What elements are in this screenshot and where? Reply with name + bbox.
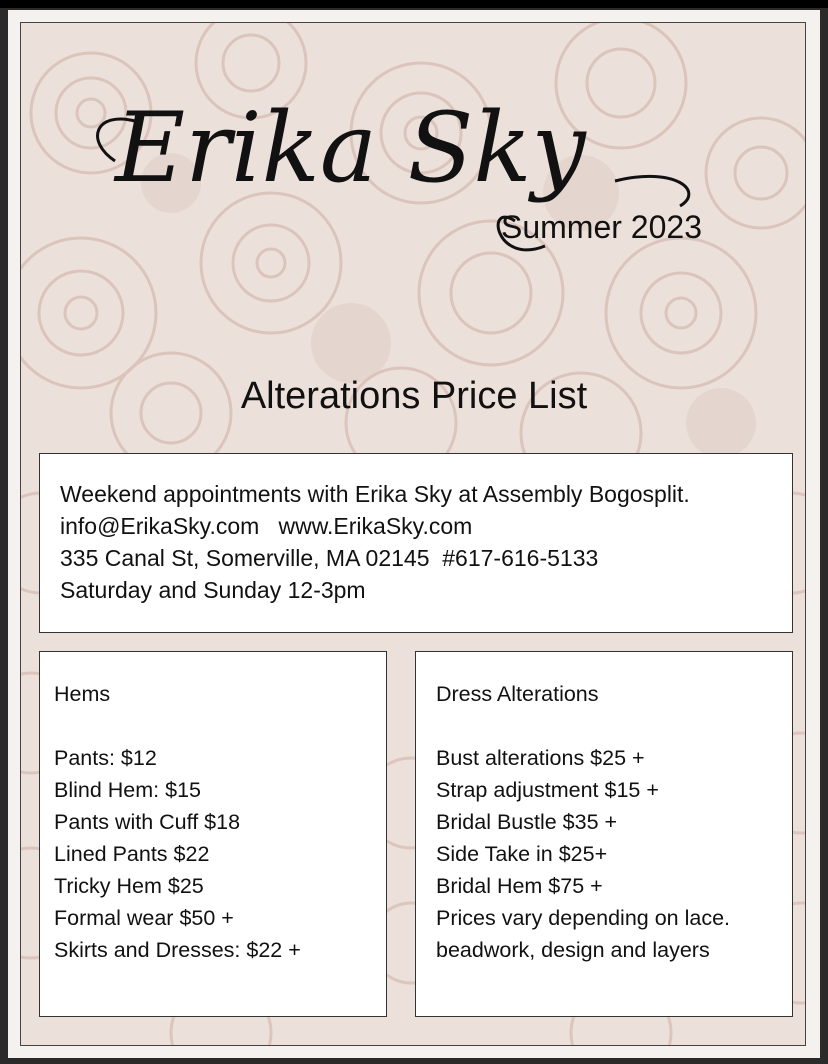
website-link[interactable]: www.ErikaSky.com [278,513,473,539]
list-item: Prices vary depending on lace. [436,906,731,930]
list-item: Side Take in $25+ [436,842,608,866]
page-title: Alterations Price List [240,375,588,417]
hours-line: Saturday and Sunday 12-3pm [60,577,366,603]
top-bar [0,0,828,8]
contact-info-box [39,453,793,633]
list-item: beadwork, design and layers [436,938,710,962]
document-page [8,10,820,1058]
brand-name: Erika Sky [115,92,586,204]
contact-line [60,510,792,542]
list-item: Skirts and Dresses: $22 + [54,938,301,962]
list-item: Tricky Hem $25 [54,874,204,898]
hems-list [54,742,386,966]
dress-list [436,742,792,966]
appointment-line: Weekend appointments with Erika Sky at Assembly Bogosplit. [60,481,690,507]
list-item: Bridal Bustle $35 + [436,810,618,834]
flyer [20,22,806,1046]
list-item: Bust alterations $25 + [436,746,645,770]
dress-alterations-box [415,651,793,1017]
hems-title: Hems [54,682,111,706]
list-item: Pants with Cuff $18 [54,810,241,834]
address-line [60,542,792,574]
hems-price-box [39,651,387,1017]
list-item: Bridal Hem $75 + [436,874,603,898]
season-label: Summer 2023 [501,209,702,245]
dress-title: Dress Alterations [436,682,599,706]
address: 335 Canal St, Somerville, MA 02145 [60,545,430,571]
list-item: Lined Pants $22 [54,842,210,866]
list-item: Formal wear $50 + [54,906,234,930]
phone-number[interactable]: #617-616-5133 [442,545,599,571]
list-item: Blind Hem: $15 [54,778,201,802]
list-item: Strap adjustment $15 + [436,778,659,802]
email-link[interactable]: info@ErikaSky.com [60,513,260,539]
list-item: Pants: $12 [54,746,157,770]
